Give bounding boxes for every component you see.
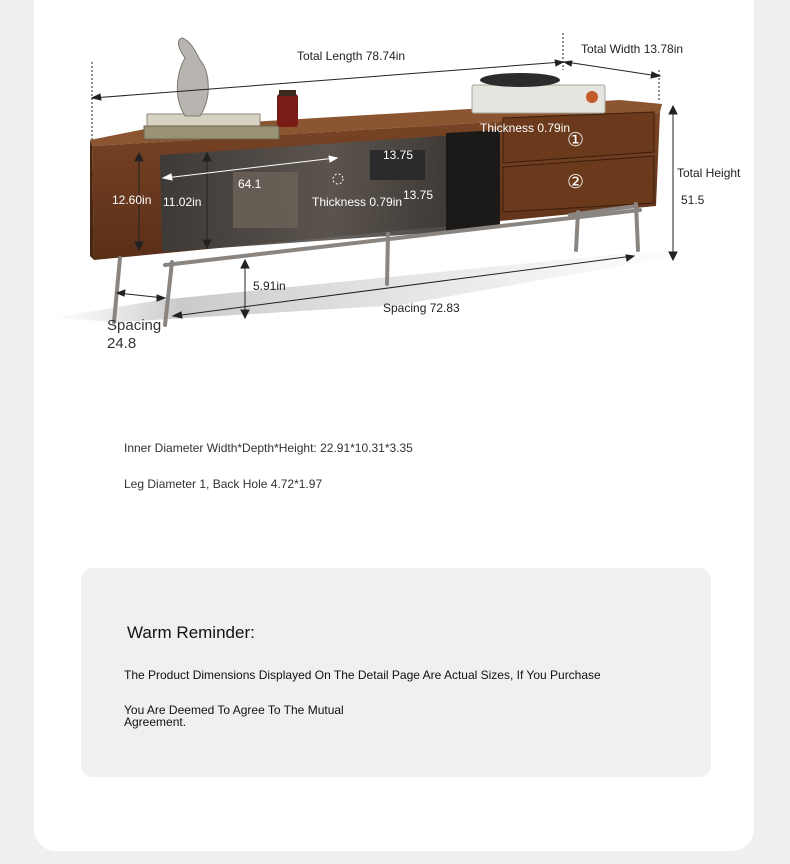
reminder-line-3: Agreement. bbox=[124, 715, 187, 729]
jar bbox=[277, 94, 298, 127]
lower-depth-label: 13.75 bbox=[403, 188, 434, 202]
record-player bbox=[472, 85, 605, 113]
total-height-label: Total Height bbox=[677, 166, 741, 180]
total-height-value: 51.5 bbox=[681, 193, 705, 207]
leg-height-label: 5.91in bbox=[253, 279, 286, 293]
warm-reminder-box bbox=[81, 568, 711, 777]
reminder-line-2: You Are Deemed To Agree To The Mutual bbox=[124, 703, 344, 717]
total-length-label: Total Length 78.74in bbox=[297, 49, 406, 63]
vase bbox=[177, 38, 208, 116]
inner-height-label: 11.02in bbox=[163, 195, 202, 209]
leg-diameter-spec: Leg Diameter 1, Back Hole 4.72*1.97 bbox=[124, 477, 323, 491]
drawer-1-marker: ① bbox=[567, 130, 585, 151]
spacing-long-label: Spacing 72.83 bbox=[383, 301, 460, 315]
reminder-line-1: The Product Dimensions Displayed On The Detail Page Are Actual Sizes, If You Purchase bbox=[124, 668, 601, 682]
upper-depth-label: 13.75 bbox=[383, 148, 414, 162]
spacing-short-label: Spacing bbox=[107, 317, 162, 334]
floor-shadow bbox=[50, 250, 700, 322]
tv-cabinet-dimension-figure bbox=[0, 0, 790, 400]
inner-diameter-spec: Inner Diameter Width*Depth*Height: 22.91*10.31*3.35 bbox=[124, 441, 413, 455]
spacing-short-value: 24.8 bbox=[107, 335, 137, 352]
cabinet-interior-right bbox=[446, 130, 500, 232]
books bbox=[147, 114, 260, 126]
warm-reminder-title: Warm Reminder: bbox=[127, 623, 255, 642]
drawer-2-marker: ② bbox=[567, 172, 585, 193]
shelf-thickness-label: Thickness 0.79in bbox=[312, 195, 403, 209]
side-height-label: 12.60in bbox=[112, 193, 152, 207]
top-thickness-label: Thickness 0.79in bbox=[480, 121, 571, 135]
inner-length-label: 64.1 bbox=[238, 177, 262, 191]
total-width-label: Total Width 13.78in bbox=[581, 42, 684, 56]
